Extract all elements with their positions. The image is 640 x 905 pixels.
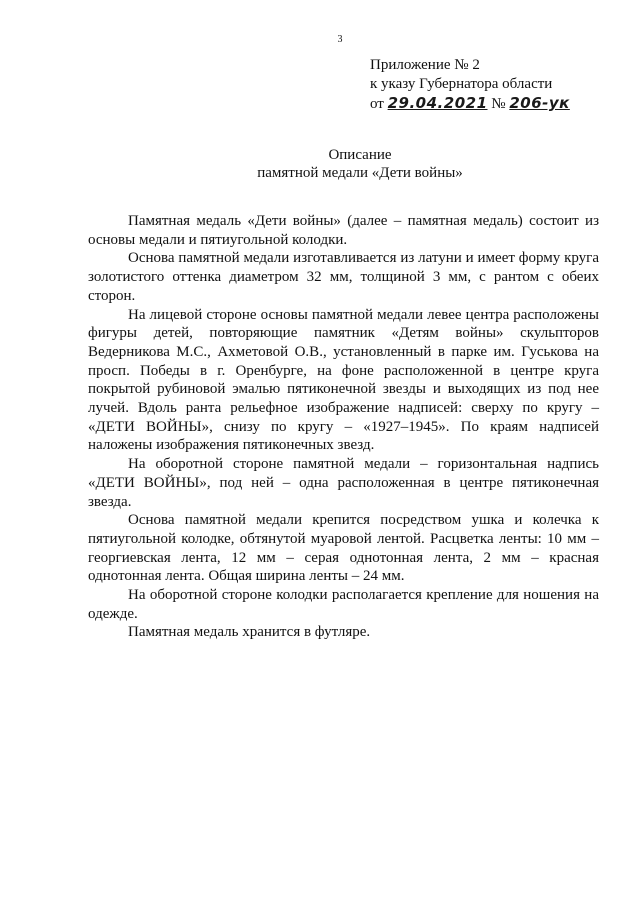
- date-prefix: от: [370, 96, 384, 112]
- paragraph: Основа памятной медали изготавливается из латуни и имеет форму круга золотистого оттенка диаметром 32 мм, толщиной 3 мм, с рантом с обеих сторон.: [88, 250, 599, 304]
- title-line-1: Описание: [328, 147, 392, 163]
- document-title: [120, 146, 600, 182]
- appendix-decree-reference: к указу Губернатора области: [370, 76, 553, 92]
- handwritten-number: 206-ук: [509, 94, 570, 112]
- appendix-header: [370, 56, 570, 114]
- document-body: [88, 212, 599, 642]
- title-line-2: памятной медали «Дети войны»: [257, 165, 463, 181]
- paragraph: Основа памятной медали крепится посредством ушка и колечка к пятиугольной колодке, обтянутой муаровой лентой. Расцветка ленты: 10 мм – георгиевская лента, 12 мм – серая однотонная лента, 2 мм – красная однотонная лента. Общая ширина ленты – 24 мм.: [88, 512, 599, 585]
- paragraph: На лицевой стороне основы памятной медали левее центра расположены фигуры детей, повторяющие памятник «Детям войны» скульпторов Ведерникова М.С., Ахметовой О.В., установленный в парке им. Гуськова на просп. Победы в г. Оренбурге, на фоне расположенной в центре круга покрытой рубиновой эмалью пятиконечной звезды и выходящих из под нее лучей. Вдоль ранта рельефное изображение надписей: сверху по кругу – «ДЕТИ ВОЙНЫ», снизу по кругу – «1927–1945». По краям надписей наложены изображения пятиконечных звезд.: [88, 306, 599, 454]
- appendix-date-number: [370, 94, 570, 114]
- number-prefix: №: [491, 96, 506, 112]
- paragraph: На оборотной стороне колодки располагается крепление для ношения на одежде.: [88, 587, 599, 622]
- page-number: 3: [337, 34, 343, 45]
- paragraph: Памятная медаль хранится в футляре.: [128, 624, 371, 641]
- paragraph: Памятная медаль «Дети войны» (далее – памятная медаль) состоит из основы медали и пятиугольной колодки.: [88, 213, 599, 248]
- handwritten-date: 29.04.2021: [387, 94, 488, 112]
- paragraph: На оборотной стороне памятной медали – горизонтальная надпись «ДЕТИ ВОЙНЫ», под ней – одна расположенная в центре пятиконечная звезда.: [88, 456, 599, 510]
- appendix-title: Приложение № 2: [370, 57, 480, 73]
